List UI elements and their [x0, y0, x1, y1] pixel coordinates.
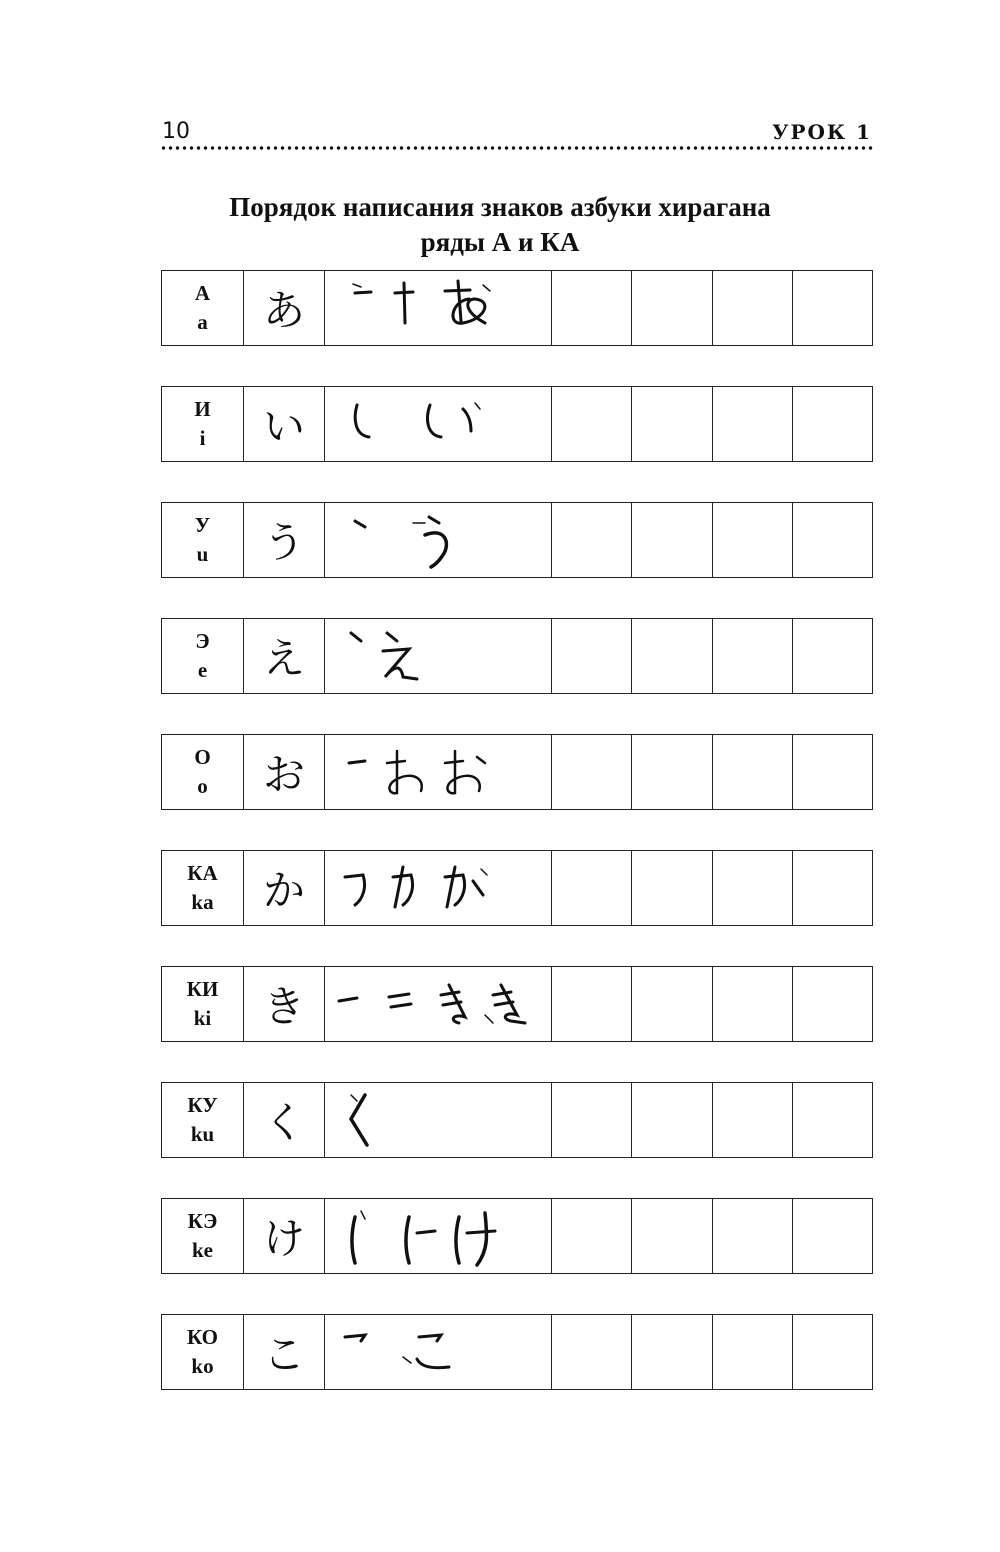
- label-latin: ka: [191, 890, 214, 914]
- practice-cell: [792, 271, 872, 345]
- label-cyrillic: КУ: [187, 1093, 218, 1117]
- table-row: [161, 618, 873, 694]
- practice-cell: [712, 1315, 792, 1389]
- stroke-order-cell: [324, 735, 551, 809]
- label-cyrillic: А: [194, 281, 211, 305]
- kana-char: き: [262, 982, 305, 1031]
- stroke-order-cell: [324, 619, 551, 693]
- table-row: [161, 1314, 873, 1390]
- practice-cell: [792, 503, 872, 577]
- label-cell: [162, 967, 243, 1041]
- practice-cell: [712, 387, 792, 461]
- kana-char: あ: [262, 286, 305, 335]
- stroke-order-cell: [324, 967, 551, 1041]
- page-title: [0, 190, 1000, 260]
- label-cell: [162, 735, 243, 809]
- practice-cell: [712, 735, 792, 809]
- practice-cell: [631, 1083, 711, 1157]
- practice-cell: [631, 271, 711, 345]
- table-row: [161, 850, 873, 926]
- label-latin: u: [196, 542, 209, 566]
- stroke-order-cell: [324, 503, 551, 577]
- label-cyrillic: У: [194, 513, 211, 537]
- practice-cell: [551, 735, 631, 809]
- practice-cell: [792, 1083, 872, 1157]
- label-latin: i: [199, 426, 206, 450]
- label-cyrillic: КА: [187, 861, 218, 885]
- stroke-order-cell: [324, 271, 551, 345]
- label-latin: e: [197, 658, 208, 682]
- practice-cell: [712, 967, 792, 1041]
- label-latin: o: [197, 774, 208, 798]
- practice-cell: [551, 387, 631, 461]
- kana-char: く: [262, 1098, 305, 1147]
- practice-cell: [551, 1083, 631, 1157]
- practice-cell: [712, 271, 792, 345]
- table-row: [161, 734, 873, 810]
- kana-cell: [243, 1315, 324, 1389]
- kana-char: け: [262, 1214, 305, 1263]
- practice-cell: [712, 851, 792, 925]
- stroke-order-cell: [324, 387, 551, 461]
- practice-cell: [551, 1315, 631, 1389]
- label-cyrillic: КИ: [186, 977, 219, 1001]
- title-line-2: ряды А и КА: [420, 227, 580, 257]
- practice-cell: [551, 619, 631, 693]
- stroke-order-cell: [324, 1315, 551, 1389]
- practice-cell: [631, 619, 711, 693]
- kana-cell: [243, 271, 324, 345]
- label-latin: ki: [193, 1006, 212, 1030]
- label-latin: ke: [192, 1238, 213, 1262]
- stroke-order-illustration: [325, 735, 552, 808]
- practice-cell: [631, 503, 711, 577]
- label-cell: [162, 271, 243, 345]
- table-row: [161, 502, 873, 578]
- label-latin: ko: [191, 1354, 214, 1378]
- label-cyrillic: КО: [186, 1325, 219, 1349]
- practice-cell: [792, 619, 872, 693]
- label-cyrillic: И: [194, 397, 211, 421]
- kana-cell: [243, 619, 324, 693]
- kana-cell: [243, 851, 324, 925]
- label-latin: ku: [190, 1122, 215, 1146]
- practice-cell: [792, 851, 872, 925]
- stroke-order-cell: [324, 1083, 551, 1157]
- label-cell: [162, 503, 243, 577]
- practice-cell: [712, 1083, 792, 1157]
- label-cyrillic: Э: [195, 629, 210, 653]
- stroke-order-illustration: [325, 967, 552, 1040]
- page-number: 10: [162, 119, 190, 144]
- kana-char: う: [262, 518, 305, 567]
- dotted-divider: [160, 146, 874, 150]
- label-cell: [162, 387, 243, 461]
- title-line-1: Порядок написания знаков азбуки хирагана: [229, 192, 771, 222]
- lesson-heading: УРОК 1: [772, 120, 872, 144]
- stroke-order-illustration: [325, 619, 552, 692]
- kana-char: え: [262, 634, 305, 683]
- kana-cell: [243, 967, 324, 1041]
- table-row: [161, 966, 873, 1042]
- practice-cell: [792, 387, 872, 461]
- table-row: [161, 1198, 873, 1274]
- practice-cell: [712, 619, 792, 693]
- kana-char: お: [262, 750, 305, 799]
- stroke-order-illustration: [325, 387, 552, 460]
- stroke-order-illustration: [325, 1199, 552, 1272]
- kana-cell: [243, 387, 324, 461]
- stroke-order-illustration: [325, 503, 552, 576]
- stroke-order-cell: [324, 1199, 551, 1273]
- label-cell: [162, 1083, 243, 1157]
- practice-cell: [631, 967, 711, 1041]
- kana-char: こ: [262, 1330, 305, 1379]
- label-cell: [162, 851, 243, 925]
- stroke-order-illustration: [325, 851, 552, 924]
- kana-cell: [243, 503, 324, 577]
- practice-cell: [631, 1315, 711, 1389]
- table-row: [161, 270, 873, 346]
- kana-cell: [243, 1199, 324, 1273]
- label-cell: [162, 1199, 243, 1273]
- practice-cell: [792, 735, 872, 809]
- stroke-order-illustration: [325, 271, 552, 344]
- practice-cell: [792, 1315, 872, 1389]
- kana-cell: [243, 1083, 324, 1157]
- label-cell: [162, 1315, 243, 1389]
- stroke-order-cell: [324, 851, 551, 925]
- practice-cell: [631, 735, 711, 809]
- stroke-order-illustration: [325, 1083, 552, 1156]
- practice-cell: [631, 1199, 711, 1273]
- kana-cell: [243, 735, 324, 809]
- practice-cell: [551, 851, 631, 925]
- practice-cell: [551, 967, 631, 1041]
- label-cyrillic: КЭ: [187, 1209, 218, 1233]
- practice-cell: [551, 271, 631, 345]
- stroke-order-illustration: [325, 1315, 552, 1388]
- kana-char: い: [262, 402, 305, 451]
- practice-cell: [712, 1199, 792, 1273]
- practice-cell: [712, 503, 792, 577]
- label-cyrillic: О: [194, 745, 211, 769]
- practice-cell: [551, 1199, 631, 1273]
- practice-cell: [631, 387, 711, 461]
- practice-cell: [792, 967, 872, 1041]
- practice-cell: [792, 1199, 872, 1273]
- table-row: [161, 1082, 873, 1158]
- kana-char: か: [262, 866, 305, 915]
- label-cell: [162, 619, 243, 693]
- label-latin: a: [197, 310, 208, 334]
- practice-cell: [551, 503, 631, 577]
- table-row: [161, 386, 873, 462]
- practice-cell: [631, 851, 711, 925]
